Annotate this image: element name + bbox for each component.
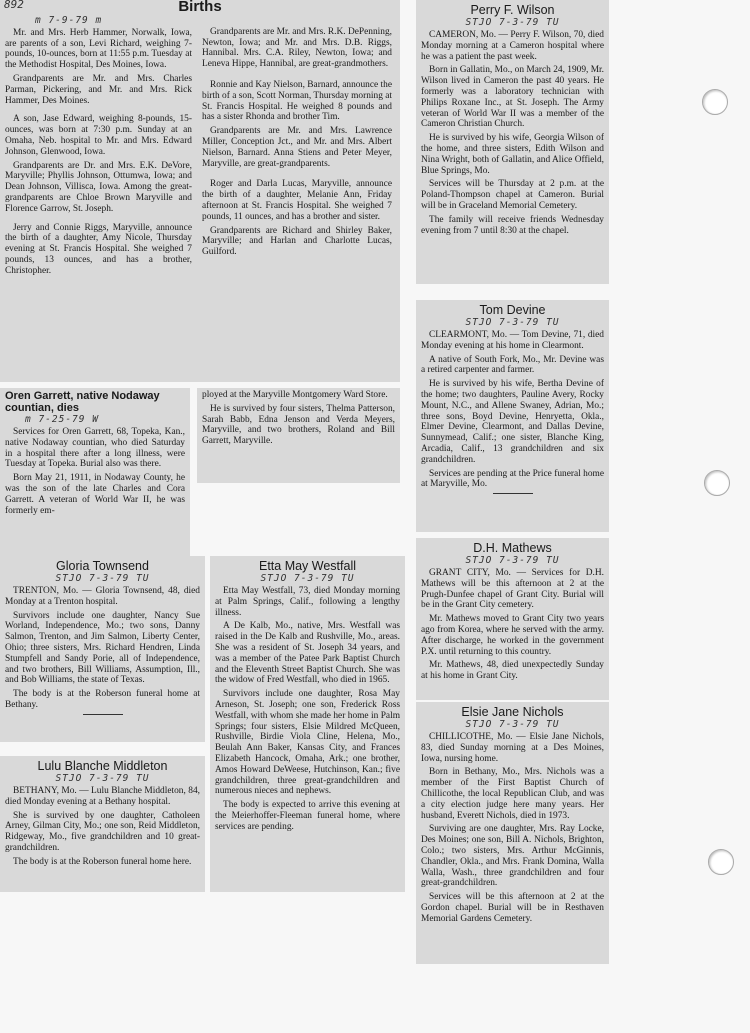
handwritten-date: STJO 7-3-79 TU <box>465 317 560 328</box>
obit-paragraph: A De Kalb, Mo., native, Mrs. Westfall was raised in the De Kalb and Rushville, Mo., areas. She was a resident of St. Joseph 34 years, and was a member of the Patee Park Baptist Church and the Eleventh Street Baptist Church. She was the widow of Fred Westfall, who died in 1965. <box>215 621 400 686</box>
obit-paragraph: Born in Gallatin, Mo., on March 24, 1909, Mr. Wilson lived in Cameron the past 40 years. He formerly was a laboratory technician with Philips Roxane Inc., at St. Joseph. The Army veteran of World War II was a member of the Cameron Christian Church. <box>421 65 604 130</box>
middleton-clipping <box>0 756 205 892</box>
mathews-clipping <box>416 538 609 700</box>
birth-paragraph: Roger and Darla Lucas, Maryville, announce the birth of a daughter, Melanie Ann, Friday afternoon at St. Francis Hospital. She weighed 7 pounds, 11 ounces, and has a brother and sister. <box>202 179 392 222</box>
births-col-1 <box>5 15 192 280</box>
birth-paragraph: Grandparents are Mr. and Mrs. R.K. DePenning, Newton, Iowa; and Mr. and Mrs. D.B. Riggs, Hannibal. Mrs. C.A. Riley, Newton, Iowa; and Leneva Hippe, Hannibal, are great-grandmothers. <box>202 26 392 70</box>
devine-clipping <box>416 300 609 532</box>
birth-paragraph: Grandparents are Richard and Shirley Baker, Maryville; and Harlan and Charlotte Lucas, Guilford. <box>202 225 392 258</box>
obit-paragraph: Born in Bethany, Mo., Mrs. Nichols was a member of the First Baptist Church of Chillicothe, the local Republican Club, and was a city election judge here many years. Her husband, Everett Nichols, died in 1973. <box>421 767 604 821</box>
westfall-headline: Etta May Westfall <box>258 559 357 573</box>
handwritten-date: m 7-25-79 W <box>25 414 99 425</box>
binder-hole <box>708 849 734 875</box>
birth-paragraph: Grandparents are Mr. and Mrs. Lawrence Miller, Conception Jct., and Mr. and Mrs. Albert Nielson, Barnard. Anna Stiens and Peter Meyer, Maryville, are great-grandparents. <box>202 126 392 169</box>
townsend-clipping <box>0 556 205 742</box>
birth-paragraph: Grandparents are Mr. and Mrs. Charles Parman, Pickering, and Mr. and Mrs. Rick Hammer, Des Moines. <box>5 73 192 106</box>
mathews-headline: D.H. Mathews <box>473 541 552 555</box>
obit-paragraph: The body is expected to arrive this evening at the Meierhoffer-Fleeman funeral home, where services are pending. <box>215 800 400 832</box>
obit-paragraph: CHILLICOTHE, Mo. — Elsie Jane Nichols, 83, died Sunday morning at a Des Moines, Iowa, nursing home. <box>421 732 604 764</box>
garrett-headline: Oren Garrett, native Nodaway countian, dies <box>5 390 160 414</box>
obit-paragraph: ployed at the Maryville Montgomery Ward Store. <box>202 390 388 400</box>
townsend-headline: Gloria Townsend <box>56 559 149 573</box>
westfall-clipping <box>210 556 405 892</box>
obit-paragraph: Etta May Westfall, 73, died Monday morning at Palm Springs, Calif., following a lengthy illness. <box>215 586 400 618</box>
obit-paragraph: CAMERON, Mo. — Perry F. Wilson, 70, died Monday morning at a Cameron hospital where he was a patient the past week. <box>421 30 604 62</box>
births-clipping <box>0 0 400 382</box>
obit-paragraph: Survivors include one daughter, Rosa May Arneson, St. Joseph; one son, Frederick Ross Westfall, with whom she made her home in Palm Springs; four sisters, Elsie Mildred McQueen, Rushville, Birdie Viola Cline, Helena, Mo., Beulah Ann Baker, Kansas City, and Frances Elizabeth Hancock, Omaha, Ark.; one brother, Amos Howard DeWeese, Hutchinson, Kan.; five grandchildren, three great-grandchildren and numerous nieces and nephews. <box>215 689 400 797</box>
obit-paragraph: Surviving are one daughter, Mrs. Ray Locke, Des Moines; one son, Bill A. Nichols, Brighton, Colo.; two sisters, Mrs. Arthur McGinnis, Chandler, Okla., and Mrs. Frank Domina, Walla Walla, Wash., three grandchildren and four great-grandchildren. <box>421 824 604 889</box>
birth-paragraph: Grandparents are Dr. and Mrs. E.K. DeVore, Maryville; Phyllis Johnson, Ottumwa, Iowa; and Dean Johnson, Villisca, Iowa. Among the great-grandparents are Chloe Brown Maryville and Florence Garrow, St. Joseph. <box>5 160 192 214</box>
middleton-headline: Lulu Blanche Middleton <box>37 759 168 773</box>
nichols-clipping <box>416 702 609 964</box>
obit-paragraph: Survivors include one daughter, Nancy Sue Worland, Independence, Mo.; two sons, Danny Salmon, Trenton, and Jim Salmon, Liberty Center, Ohio; three sisters, Mrs. Richard Hendren, Linda Stumpfell and Sandy Porie, all of Independence, and two brothers, Bill Williams, Assumption, Ill., and Bob Williams, the state of Texas. <box>5 610 200 686</box>
nichols-headline: Elsie Jane Nichols <box>461 705 564 719</box>
obit-paragraph: She is survived by one daughter, Catholeen Arney, Gilman City, Mo.; one son, Reid Middleton, Ridgeway, Mo., five grandchildren and 10 great-grandchildren. <box>5 810 200 853</box>
garrett-continued-clipping <box>197 388 400 483</box>
births-title: Births <box>178 0 222 15</box>
obit-paragraph: Services are pending at the Price funeral home at Maryville, Mo. <box>421 468 604 490</box>
page-number-mark: 892 <box>4 0 24 11</box>
handwritten-date: STJO 7-3-79 TU <box>465 17 560 28</box>
obit-paragraph: The body is at the Roberson funeral home here. <box>13 856 192 867</box>
handwritten-date: STJO 7-3-79 TU <box>465 555 560 566</box>
birth-paragraph: Mr. and Mrs. Herb Hammer, Norwalk, Iowa, are parents of a son, Levi Richard, weighing 7-pounds, 10-ounces, born at 11:55 p.m. Tuesday at the Methodist Hospital, Des Moines, Iowa. <box>5 27 192 71</box>
birth-paragraph: Jerry and Connie Riggs, Maryville, announce the birth of a daughter, Amy Nicole, Thursday evening at St. Francis Hospital. She weighed 7 pounds, 13 ounces, and has a brother, Christopher. <box>5 222 192 276</box>
obit-paragraph: Services will be Thursday at 2 p.m. at the Poland-Thompson chapel at Cameron. Burial will be in Graceland Memorial Cemetery. <box>421 179 604 211</box>
obit-paragraph: Services will be this afternoon at 2 at the Gordon chapel. Burial will be in Resthaven Memorial Gardens Cemetery. <box>421 892 604 924</box>
divider-rule <box>83 714 123 715</box>
births-col-2 <box>202 15 392 280</box>
handwritten-date: STJO 7-3-79 TU <box>55 773 150 784</box>
obit-paragraph: The family will receive friends Wednesday evening from 7 until 8:30 at the chapel. <box>421 214 604 236</box>
obit-paragraph: Born May 21, 1911, in Nodaway County, he was the son of the late Charles and Cora Garrett. A veteran of World War II, he was formerly em- <box>5 473 185 516</box>
obit-paragraph: He is survived by his wife, Bertha Devine of the home; two daughters, Pauline Avery, Rocky Mount, N.C., and Allene Swaney, Adrian, Mo.; three sons, Boyd Devine, Henryetta, Okla., Elmer Devine, Clearmont, and Dallas Devine, Sunnymead, Calif.; one sister, Blanche King, Arcadia, Calif., 13 grandchildren and six grandchildren. <box>421 379 604 465</box>
obit-paragraph: He is survived by his wife, Georgia Wilson of the home, and three sisters, Edith Wilson and Nina Wright, both of Gallatin, and Alice Offield, Blue Springs, Mo. <box>421 133 604 176</box>
obit-paragraph: TRENTON, Mo. — Gloria Townsend, 48, died Monday at a Trenton hospital. <box>5 586 200 607</box>
wilson-clipping <box>416 0 609 284</box>
devine-headline: Tom Devine <box>479 303 546 317</box>
handwritten-date: STJO 7-3-79 TU <box>55 573 150 584</box>
obit-paragraph: Mr. Mathews, 48, died unexpectedly Sunday at his home in Grant City. <box>421 660 604 682</box>
obit-paragraph: Mr. Mathews moved to Grant City two years ago from Korea, where he served with the army. After discharge, he worked in the government P.X. until returning to this country. <box>421 614 604 657</box>
handwritten-date: STJO 7-3-79 TU <box>465 719 560 730</box>
binder-hole <box>702 89 728 115</box>
binder-hole <box>704 470 730 496</box>
handwritten-date: STJO 7-3-79 TU <box>260 573 355 584</box>
obit-paragraph: The body is at the Roberson funeral home at Bethany. <box>5 689 200 710</box>
obit-paragraph: He is survived by four sisters, Thelma Patterson, Sarah Babb, Edna Jenson and Verda Meyers, Maryville, and two brothers, Roland and Bill Garrett, Maryville. <box>202 403 395 447</box>
birth-paragraph: A son, Jase Edward, weighing 8-pounds, 15-ounces, was born at 7:30 p.m. Sunday at an Omaha, Neb. hospital to Mr. and Mrs. Edward Johnson, Glenwood, Iowa. <box>5 114 192 157</box>
obit-paragraph: CLEARMONT, Mo. — Tom Devine, 71, died Monday evening at his home in Clearmont. <box>421 330 604 351</box>
wilson-headline: Perry F. Wilson <box>470 3 555 17</box>
divider-rule <box>493 493 533 494</box>
birth-paragraph: Ronnie and Kay Nielson, Barnard, announce the birth of a son, Scott Norman, Thursday morning at St. Francis Hospital. He weighed 8 pounds and has a sister Rhonda and brother Tim. <box>202 79 392 123</box>
handwritten-date: m 7-9-79 m <box>35 14 103 26</box>
garrett-clipping <box>0 388 190 556</box>
obit-paragraph: GRANT CITY, Mo. — Services for D.H. Mathews will be this afternoon at 2 at the Prugh-Dunfee chapel of Grant City. Burial will be in the Grant City cemetery. <box>421 568 604 611</box>
obit-paragraph: BETHANY, Mo. — Lulu Blanche Middleton, 84, died Monday evening at a Bethany hospital. <box>5 786 200 807</box>
obit-paragraph: Services for Oren Garrett, 68, Topeka, Kan., native Nodaway countian, who died Saturday in a hospital there after a long illness, were Tuesday at Topeka. Burial also was there. <box>5 427 185 470</box>
obit-paragraph: A native of South Fork, Mo., Mr. Devine was a retired carpenter and farmer. <box>421 354 604 376</box>
